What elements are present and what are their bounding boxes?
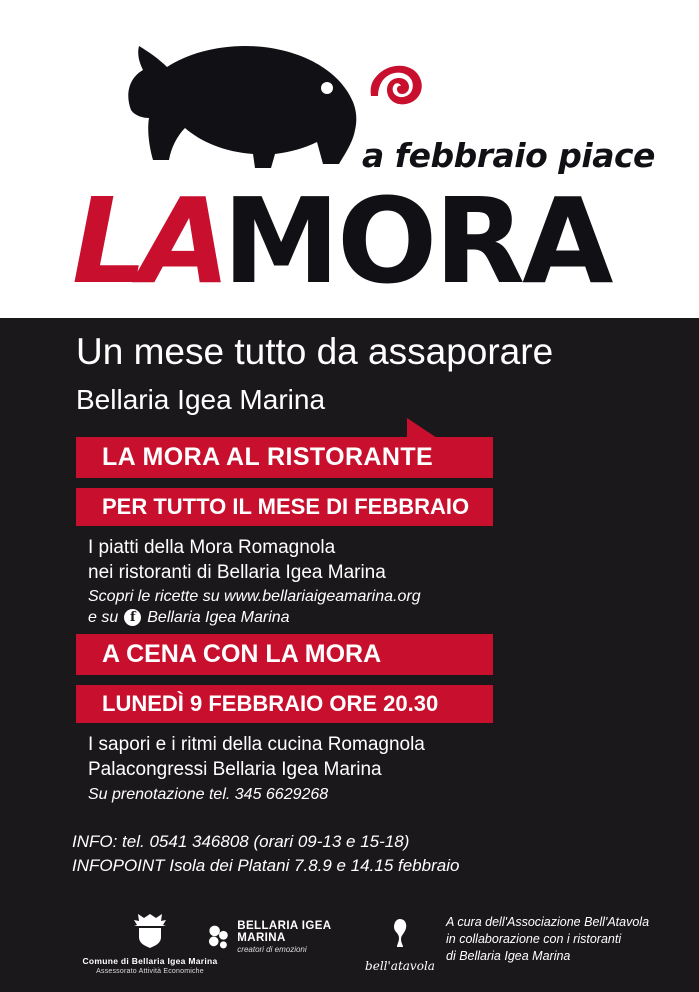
logo-bellaria-igea-marina bbox=[205, 920, 365, 954]
section-1-description bbox=[88, 535, 386, 585]
logo-comune-sub: Assessorato Attività Economiche bbox=[96, 968, 204, 975]
logo-bell-atavola bbox=[355, 916, 445, 973]
credits bbox=[446, 914, 649, 965]
section-1-banner-title: LA MORA AL RISTORANTE bbox=[76, 437, 493, 478]
section-1-website-note: Scopri le ricette su www.bellariaigeamarina.org bbox=[88, 588, 421, 605]
facebook-icon: f bbox=[124, 609, 141, 626]
section-1-social-note bbox=[88, 607, 421, 628]
info-line-2: INFOPOINT Isola dei Platani 7.8.9 e 14.15 febbraio bbox=[72, 856, 460, 875]
section-1-line-2: nei ristoranti di Bellaria Igea Marina bbox=[88, 562, 386, 583]
credits-line-2: in collaborazione con i ristoranti bbox=[446, 932, 622, 946]
headline: Un mese tutto da assaporare bbox=[76, 331, 554, 372]
section-2-banner-date: LUNEDÌ 9 FEBBRAIO ORE 20.30 bbox=[76, 685, 493, 723]
credits-line-3: di Bellaria Igea Marina bbox=[446, 949, 571, 963]
logo-bim-sub: creatori di emozioni bbox=[237, 945, 307, 954]
credits-line-1: A cura dell'Associazione Bell'Atavola bbox=[446, 915, 650, 929]
section-2-notes bbox=[88, 784, 328, 805]
poster-body bbox=[0, 318, 699, 992]
wordmark bbox=[72, 172, 611, 310]
section-2-description bbox=[88, 732, 425, 782]
footer bbox=[0, 898, 699, 992]
subheadline: Bellaria Igea Marina bbox=[76, 384, 326, 415]
section-1-notes bbox=[88, 586, 421, 628]
section-2-line-2: Palacongressi Bellaria Igea Marina bbox=[88, 759, 382, 780]
section-2-booking-note: Su prenotazione tel. 345 6629268 bbox=[88, 786, 329, 803]
social-note-handle: Bellaria Igea Marina bbox=[147, 609, 290, 626]
section-1-line-1: I piatti della Mora Romagnola bbox=[88, 537, 336, 558]
poster-header bbox=[0, 0, 699, 318]
social-note-prefix: e su bbox=[88, 609, 119, 626]
logo-comune-caption: Comune di Bellaria Igea Marina bbox=[82, 956, 218, 966]
section-2-line-1: I sapori e i ritmi della cucina Romagnola bbox=[88, 734, 425, 755]
logo-bim-title: BELLARIA IGEA MARINA bbox=[237, 920, 332, 944]
wordmark-mora: MORA bbox=[222, 172, 611, 310]
logo-bell-atavola-wordmark: bell'atavola bbox=[365, 959, 435, 973]
section-2-banner-title: A CENA CON LA MORA bbox=[76, 634, 493, 675]
section-1-banner-date: PER TUTTO IL MESE DI FEBBRAIO bbox=[76, 488, 493, 526]
bell-atavola-icon bbox=[387, 916, 413, 950]
info-block bbox=[72, 830, 459, 878]
speech-bubble-tail bbox=[407, 418, 437, 438]
tagline: a febbraio piace bbox=[362, 136, 655, 175]
bim-flower-icon bbox=[205, 922, 231, 952]
coat-of-arms-icon bbox=[130, 912, 170, 948]
info-line-1: INFO: tel. 0541 346808 (orari 09-13 e 15-18) bbox=[72, 832, 410, 851]
wordmark-la: LA bbox=[72, 172, 223, 310]
